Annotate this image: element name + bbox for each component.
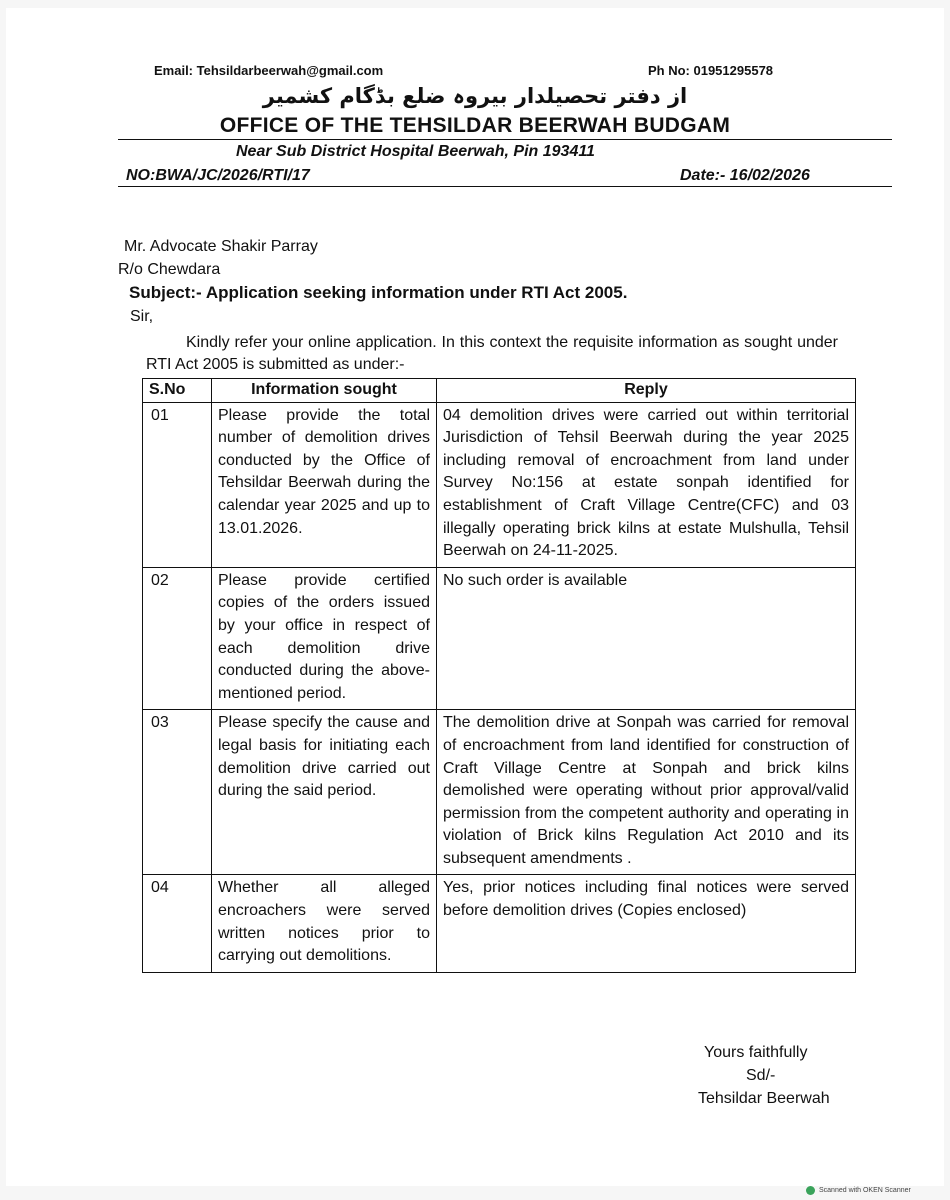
row-sno: 02: [143, 567, 212, 710]
reference-number: NO:BWA/JC/2026/RTI/17: [126, 167, 310, 184]
office-title: OFFICE OF THE TEHSILDAR BEERWAH BUDGAM: [219, 114, 731, 137]
rti-table: [142, 378, 856, 973]
table-row: [143, 710, 856, 875]
row-reply: The demolition drive at Sonpah was carried for removal of encroachment from land identified for construction of Craft Village Centre at Sonpah and brick kilns demolished were operating without prior approval/valid permission from the competent authority and operating in violation of Brick kilns Regulation Act 2010 and its subsequent amendments .: [437, 710, 856, 875]
table-header-row: [143, 379, 856, 403]
header-email: Email: Tehsildarbeerwah@gmail.com: [154, 63, 384, 78]
header-reply: Reply: [437, 379, 856, 403]
row-information: Please provide certified copies of the orders issued by your office in respect of each demolition drive conducted during the above-mentioned period.: [212, 567, 437, 710]
scanner-logo-icon: [806, 1186, 815, 1195]
table-row: [143, 875, 856, 972]
row-reply: Yes, prior notices including final notices were served before demolition drives (Copies enclosed): [437, 875, 856, 972]
row-information: Please specify the cause and legal basis for initiating each demolition drive carried out during the said period.: [212, 710, 437, 875]
row-information: Please provide the total number of demolition drives conducted by the Office of Tehsildar Beerwah during the calendar year 2025 and up to 13.01.2026.: [212, 402, 437, 567]
signatory-designation: Tehsildar Beerwah: [698, 1090, 830, 1107]
table-row: [143, 567, 856, 710]
header-divider-top: [118, 139, 892, 140]
letter-date: Date:- 16/02/2026: [680, 167, 810, 184]
urdu-title: از دفتر تحصیلدار بیروہ ضلع بڈگام کشمیر: [262, 84, 688, 108]
addressee-location: R/o Chewdara: [118, 261, 221, 278]
row-sno: 03: [143, 710, 212, 875]
salutation: Sir,: [130, 308, 154, 325]
addressee-name: Mr. Advocate Shakir Parray: [124, 238, 318, 255]
header-sno: S.No: [143, 379, 212, 403]
row-information: Whether all alleged encroachers were served written notices prior to carrying out demolitions.: [212, 875, 437, 972]
office-address: Near Sub District Hospital Beerwah, Pin 193411: [236, 143, 595, 160]
header-information-sought: Information sought: [212, 379, 437, 403]
header-divider-bottom: [118, 186, 892, 187]
scanner-label: Scanned with OKEN Scanner: [819, 1187, 911, 1194]
scanner-watermark: [806, 1186, 911, 1195]
subject-line: Subject:- Application seeking information under RTI Act 2005.: [129, 283, 628, 302]
row-sno: 01: [143, 402, 212, 567]
closing-phrase: Yours faithfully: [704, 1044, 808, 1061]
header-phone: Ph No: 01951295578: [648, 63, 774, 78]
document-page: [6, 8, 944, 1186]
table-row: [143, 402, 856, 567]
row-reply: 04 demolition drives were carried out within territorial Jurisdiction of Tehsil Beerwah during the year 2025 including removal of encroachment from land under Survey No:156 at estate sonpah identified for establishment of Craft Village Centre(CFC) and 03 illegally operating brick kilns at estate Mulshulla, Tehsil Beerwah on 24-11-2025.: [437, 402, 856, 567]
signed-mark: Sd/-: [746, 1067, 776, 1084]
row-reply: No such order is available: [437, 567, 856, 710]
row-sno: 04: [143, 875, 212, 972]
intro-paragraph: Kindly refer your online application. In this context the requisite information as sought under RTI Act 2005 is submitted as under:-: [146, 334, 838, 373]
